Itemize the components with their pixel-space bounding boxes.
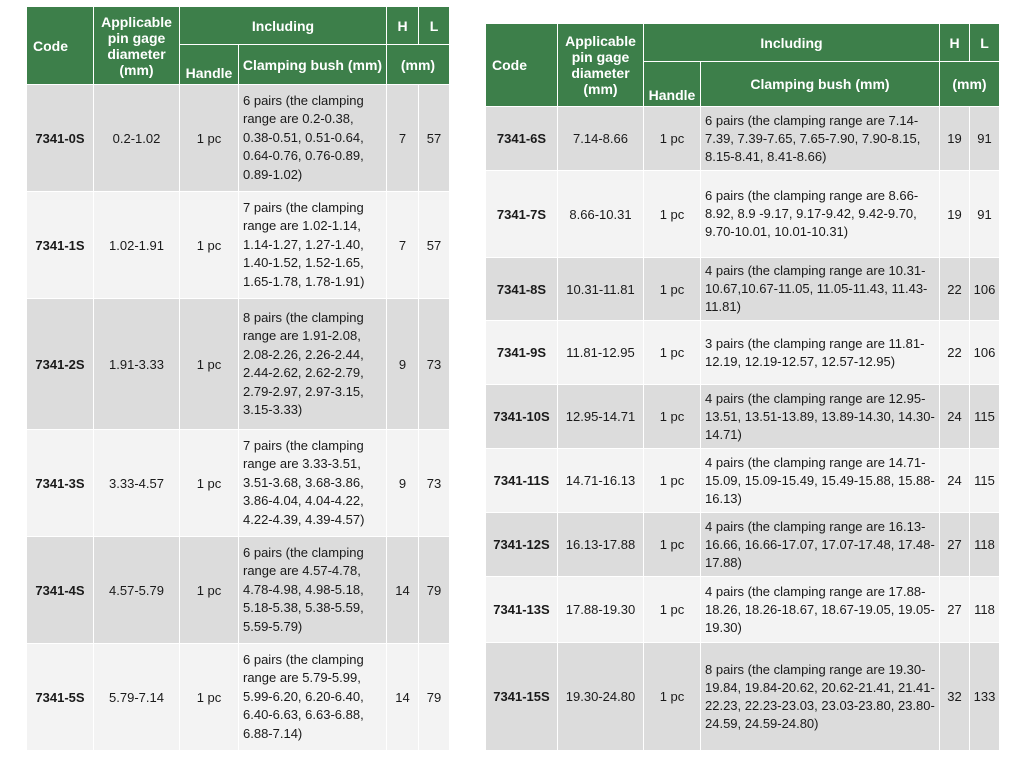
header-bush: Clamping bush (mm) xyxy=(701,62,940,107)
bush-cell: 8 pairs (the clamping range are 19.30-19.84, 19.84-20.62, 20.62-21.41, 21.41-22.23, 22.23-23.03, 23.03-23.80, 23.80-24.59, 24.59-24.80) xyxy=(701,643,940,751)
h-cell: 27 xyxy=(940,513,970,577)
diameter-cell: 4.57-5.79 xyxy=(94,537,180,644)
diameter-cell: 8.66-10.31 xyxy=(558,171,644,258)
header-mm: (mm) xyxy=(387,45,450,85)
code-cell: 7341-1S xyxy=(27,192,94,299)
diameter-cell: 19.30-24.80 xyxy=(558,643,644,751)
header-bush: Clamping bush (mm) xyxy=(239,45,387,85)
diameter-cell: 14.71-16.13 xyxy=(558,449,644,513)
bush-cell: 7 pairs (the clamping range are 1.02-1.14, 1.14-1.27, 1.27-1.40, 1.40-1.52, 1.52-1.65, 1.65-1.78, 1.78-1.91) xyxy=(239,192,387,299)
code-cell: 7341-4S xyxy=(27,537,94,644)
l-cell: 106 xyxy=(970,258,1000,321)
l-cell: 115 xyxy=(970,385,1000,449)
handle-cell: 1 pc xyxy=(180,85,239,192)
diameter-cell: 16.13-17.88 xyxy=(558,513,644,577)
code-cell: 7341-0S xyxy=(27,85,94,192)
table-row xyxy=(486,385,1000,449)
h-cell: 14 xyxy=(387,537,419,644)
l-cell: 79 xyxy=(419,537,450,644)
h-cell: 22 xyxy=(940,258,970,321)
header-code: Code xyxy=(27,7,94,85)
bush-cell: 6 pairs (the clamping range are 4.57-4.78, 4.78-4.98, 4.98-5.18, 5.18-5.38, 5.38-5.59, 5.59-5.79) xyxy=(239,537,387,644)
code-cell: 7341-7S xyxy=(486,171,558,258)
header-code: Code xyxy=(486,24,558,107)
table-row xyxy=(486,513,1000,577)
l-cell: 118 xyxy=(970,577,1000,643)
bush-cell: 4 pairs (the clamping range are 12.95-13.51, 13.51-13.89, 13.89-14.30, 14.30-14.71) xyxy=(701,385,940,449)
l-cell: 118 xyxy=(970,513,1000,577)
l-cell: 106 xyxy=(970,321,1000,385)
code-cell: 7341-2S xyxy=(27,299,94,430)
h-cell: 9 xyxy=(387,299,419,430)
diameter-cell: 17.88-19.30 xyxy=(558,577,644,643)
header-diameter: Applicable pin gage diameter (mm) xyxy=(94,7,180,85)
code-cell: 7341-6S xyxy=(486,107,558,171)
handle-cell: 1 pc xyxy=(644,107,701,171)
h-cell: 22 xyxy=(940,321,970,385)
l-cell: 57 xyxy=(419,85,450,192)
handle-cell: 1 pc xyxy=(180,430,239,537)
header-including: Including xyxy=(644,24,940,62)
diameter-cell: 3.33-4.57 xyxy=(94,430,180,537)
table-row xyxy=(486,449,1000,513)
diameter-cell: 1.91-3.33 xyxy=(94,299,180,430)
code-cell: 7341-3S xyxy=(27,430,94,537)
bush-cell: 4 pairs (the clamping range are 14.71-15.09, 15.09-15.49, 15.49-15.88, 15.88-16.13) xyxy=(701,449,940,513)
handle-cell: 1 pc xyxy=(644,449,701,513)
code-cell: 7341-13S xyxy=(486,577,558,643)
table-row xyxy=(27,430,450,537)
header-diameter: Applicable pin gage diameter (mm) xyxy=(558,24,644,107)
code-cell: 7341-9S xyxy=(486,321,558,385)
diameter-cell: 7.14-8.66 xyxy=(558,107,644,171)
bush-cell: 6 pairs (the clamping range are 0.2-0.38, 0.38-0.51, 0.51-0.64, 0.64-0.76, 0.76-0.89, 0.89-1.02) xyxy=(239,85,387,192)
bush-cell: 6 pairs (the clamping range are 8.66-8.92, 8.9 -9.17, 9.17-9.42, 9.42-9.70, 9.70-10.01, 10.01-10.31) xyxy=(701,171,940,258)
bush-cell: 4 pairs (the clamping range are 16.13-16.66, 16.66-17.07, 17.07-17.48, 17.48-17.88) xyxy=(701,513,940,577)
header-handle: Handle xyxy=(180,45,239,85)
header-mm: (mm) xyxy=(940,62,1000,107)
bush-cell: 8 pairs (the clamping range are 1.91-2.08, 2.08-2.26, 2.26-2.44, 2.44-2.62, 2.62-2.79, 2.79-2.97, 2.97-3.15, 3.15-3.33) xyxy=(239,299,387,430)
l-cell: 91 xyxy=(970,107,1000,171)
l-cell: 79 xyxy=(419,644,450,751)
handle-cell: 1 pc xyxy=(644,577,701,643)
h-cell: 27 xyxy=(940,577,970,643)
handle-cell: 1 pc xyxy=(180,537,239,644)
l-cell: 73 xyxy=(419,430,450,537)
handle-cell: 1 pc xyxy=(644,171,701,258)
table-row xyxy=(486,107,1000,171)
header-h: H xyxy=(940,24,970,62)
l-cell: 133 xyxy=(970,643,1000,751)
h-cell: 7 xyxy=(387,85,419,192)
spec-table-right xyxy=(485,23,1000,751)
handle-cell: 1 pc xyxy=(644,385,701,449)
code-cell: 7341-8S xyxy=(486,258,558,321)
bush-cell: 6 pairs (the clamping range are 5.79-5.99, 5.99-6.20, 6.20-6.40, 6.40-6.63, 6.63-6.88, 6.88-7.14) xyxy=(239,644,387,751)
diameter-cell: 10.31-11.81 xyxy=(558,258,644,321)
bush-cell: 6 pairs (the clamping range are 7.14-7.39, 7.39-7.65, 7.65-7.90, 7.90-8.15, 8.15-8.41, 8.41-8.66) xyxy=(701,107,940,171)
spec-table-left xyxy=(26,6,450,751)
l-cell: 57 xyxy=(419,192,450,299)
bush-cell: 7 pairs (the clamping range are 3.33-3.51, 3.51-3.68, 3.68-3.86, 3.86-4.04, 4.04-4.22, 4.22-4.39, 4.39-4.57) xyxy=(239,430,387,537)
table-row xyxy=(486,171,1000,258)
code-cell: 7341-10S xyxy=(486,385,558,449)
diameter-cell: 12.95-14.71 xyxy=(558,385,644,449)
header-handle: Handle xyxy=(644,62,701,107)
handle-cell: 1 pc xyxy=(644,513,701,577)
diameter-cell: 11.81-12.95 xyxy=(558,321,644,385)
table-row xyxy=(27,85,450,192)
header-h: H xyxy=(387,7,419,45)
handle-cell: 1 pc xyxy=(180,192,239,299)
h-cell: 32 xyxy=(940,643,970,751)
table-row xyxy=(486,577,1000,643)
code-cell: 7341-15S xyxy=(486,643,558,751)
h-cell: 9 xyxy=(387,430,419,537)
bush-cell: 3 pairs (the clamping range are 11.81-12.19, 12.19-12.57, 12.57-12.95) xyxy=(701,321,940,385)
table-row xyxy=(486,321,1000,385)
bush-cell: 4 pairs (the clamping range are 17.88-18.26, 18.26-18.67, 18.67-19.05, 19.05-19.30) xyxy=(701,577,940,643)
handle-cell: 1 pc xyxy=(644,321,701,385)
h-cell: 24 xyxy=(940,385,970,449)
table-row xyxy=(27,644,450,751)
l-cell: 73 xyxy=(419,299,450,430)
handle-cell: 1 pc xyxy=(180,644,239,751)
h-cell: 24 xyxy=(940,449,970,513)
h-cell: 14 xyxy=(387,644,419,751)
h-cell: 7 xyxy=(387,192,419,299)
header-l: L xyxy=(970,24,1000,62)
code-cell: 7341-12S xyxy=(486,513,558,577)
h-cell: 19 xyxy=(940,107,970,171)
code-cell: 7341-11S xyxy=(486,449,558,513)
l-cell: 91 xyxy=(970,171,1000,258)
handle-cell: 1 pc xyxy=(644,643,701,751)
table-row xyxy=(27,192,450,299)
header-including: Including xyxy=(180,7,387,45)
header-l: L xyxy=(419,7,450,45)
h-cell: 19 xyxy=(940,171,970,258)
diameter-cell: 0.2-1.02 xyxy=(94,85,180,192)
handle-cell: 1 pc xyxy=(644,258,701,321)
code-cell: 7341-5S xyxy=(27,644,94,751)
table-row xyxy=(486,258,1000,321)
handle-cell: 1 pc xyxy=(180,299,239,430)
table-row xyxy=(27,537,450,644)
l-cell: 115 xyxy=(970,449,1000,513)
diameter-cell: 5.79-7.14 xyxy=(94,644,180,751)
table-row xyxy=(486,643,1000,751)
diameter-cell: 1.02-1.91 xyxy=(94,192,180,299)
table-row xyxy=(27,299,450,430)
bush-cell: 4 pairs (the clamping range are 10.31-10.67,10.67-11.05, 11.05-11.43, 11.43-11.81) xyxy=(701,258,940,321)
